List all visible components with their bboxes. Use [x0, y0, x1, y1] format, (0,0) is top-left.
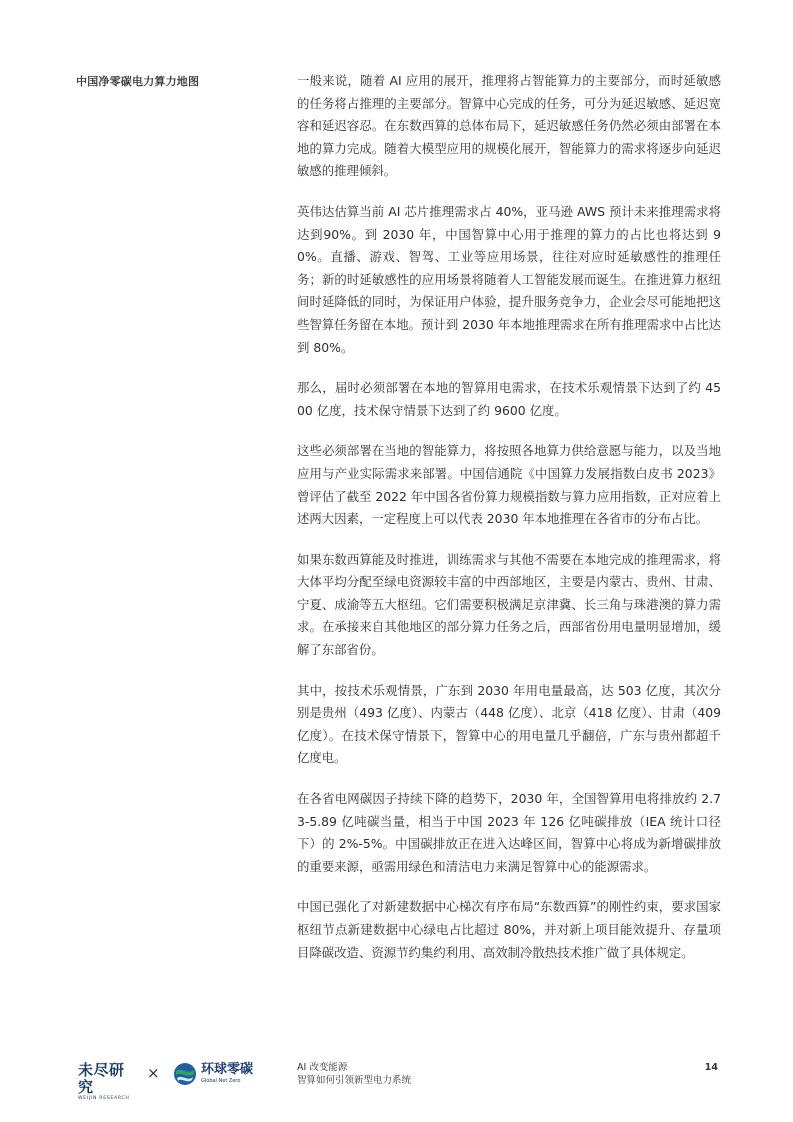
- paragraph-3: 那么，届时必须部署在本地的智算用电需求，在技术乐观情景下达到了约 4500 亿度，技术保守情景下达到了约 9600 亿度。: [297, 380, 721, 418]
- footer-report-title: AI 改变能源: [297, 1062, 348, 1073]
- paragraph-6: 其中，按技术乐观情景，广东到 2030 年用电量最高，达 503 亿度，其次分别是贵州（493 亿度）、内蒙古（448 亿度）、北京（418 亿度）、甘肃（409 亿度）。在技术保守情景下，智算中心的用电量几乎翻倍，广东与贵州都超千亿度电。: [297, 682, 721, 766]
- paragraph-5: 如果东数西算能及时推进，训练需求与其他不需要在本地完成的推理需求，将大体平均分配至绿电资源较丰富的中西部地区，主要是内蒙古、贵州、甘肃、宁夏、成渝等五大枢纽。它们需要积极满足京津冀、长三角与珠港澳的算力需求。在承接来自其他地区的部分算力任务之后，西部省份用电量明显增加，缓解了东部省份。: [297, 551, 721, 658]
- global-logo-en: Global Net Zero: [201, 1078, 241, 1084]
- weijin-research-logo: [78, 1061, 138, 1101]
- body-content: [297, 70, 721, 982]
- paragraph-2: 英伟达估算当前 AI 芯片推理需求占 40%，亚马逊 AWS 预计未来推理需求将达到90%。到 2030 年，中国智算中心用于推理的算力的占比也将达到 90%。直播、游戏、智驾、工业等应用场景，往往对应时延敏感性的推理任务；新的时延敏感性的应用场景将随着人工智能发展而诞生。在推进算力枢纽间时延降低的同时，为保证用户体验，提升服务竞争力，企业会尽可能地把这些智算任务留在本地。预计到 2030 年本地推理需求在所有推理需求中占比达到 80%。: [297, 203, 721, 355]
- global-logo-cn: 环球零碳: [201, 1062, 254, 1077]
- globe-icon: [173, 1062, 197, 1086]
- section-title: 中国净零碳电力算力地图: [76, 75, 200, 88]
- weijin-logo-cn: 未尽研究: [78, 1061, 125, 1096]
- page-footer: [0, 1062, 793, 1102]
- footer-report-subtitle: 智算如何引领新型电力系统: [297, 1075, 412, 1086]
- global-net-zero-logo: [173, 1062, 268, 1086]
- page-number: 14: [704, 1062, 718, 1073]
- paragraph-1: 一般来说，随着 AI 应用的展开，推理将占智能算力的主要部分，而时延敏感的任务将占推理的主要部分。智算中心完成的任务，可分为延迟敏感、延迟宽容和延迟容忍。在东数西算的总体布局下，延迟敏感任务仍然必须由部署在本地的算力完成。随着大模型应用的规模化展开，智能算力的需求将逐步向延迟敏感的推理倾斜。: [297, 73, 721, 179]
- paragraph-4: 这些必须部署在当地的智能算力，将按照各地算力供给意愿与能力，以及当地应用与产业实际需求来部署。中国信通院《中国算力发展指数白皮书 2023》曾评估了截至 2022 年中国各省份算力规模指数与算力应用指数，正对应着上述两大因素，一定程度上可以代表 2030 年本地推理在各省市的分布占比。: [297, 443, 721, 527]
- weijin-logo-en: WEIJIN RESEARCH: [78, 1096, 130, 1101]
- paragraph-8: 中国已强化了对新建数据中心梯次有序布局“东数西算”的刚性约束，要求国家枢纽节点新建数据中心绿电占比超过 80%，并对新上项目能效提升、存量项目降碳改造、资源节约集约利用、高效制冷散热技术推广做了具体规定。: [297, 899, 721, 960]
- paragraph-7: 在各省电网碳因子持续下降的趋势下，2030 年，全国智算用电将排放约 2.73-5.89 亿吨碳当量，相当于中国 2023 年 126 亿吨碳排放（IEA 统计口径下）的 2%-5%。中国碳排放正在进入达峰区间，智算中心将成为新增碳排放的重要来源，亟需用绿色和清洁电力来满足智算中心的能源需求。: [297, 791, 721, 874]
- times-symbol: ×: [147, 1064, 160, 1082]
